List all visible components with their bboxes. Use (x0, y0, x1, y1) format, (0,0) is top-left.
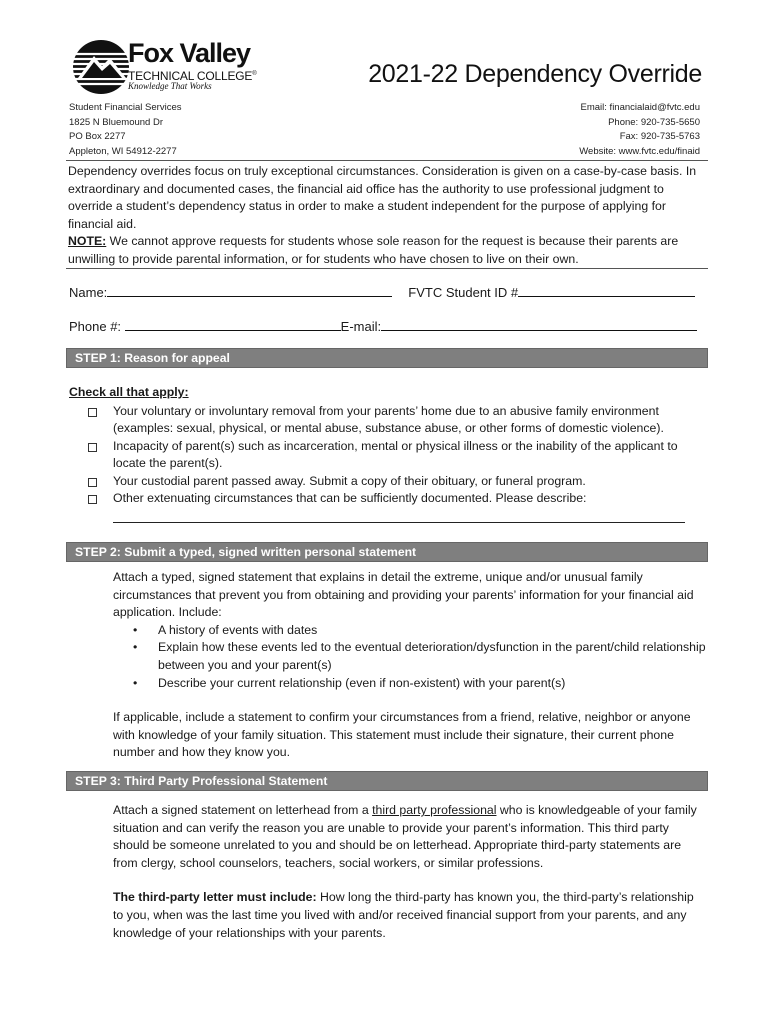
step2-body (113, 569, 707, 762)
reason-option-text: Incapacity of parent(s) such as incarceration, mental or physical illness or the inability of the applicant to locate the parent(s). (113, 438, 678, 471)
reason-option-text: Your custodial parent passed away. Submit a copy of their obituary, or funeral program. (113, 473, 586, 488)
describe-field[interactable] (113, 522, 685, 523)
header-divider (66, 160, 708, 161)
step2-intro: Attach a typed, signed statement that explains in detail the extreme, unique and/or unusual family circumstances that prevent you from obtaining and providing your parents’ information for your financial aid application. Include: (113, 570, 694, 620)
intro-note (68, 233, 706, 268)
step3-body (113, 802, 707, 942)
student-id-field[interactable] (518, 283, 695, 297)
note-text: We cannot approve requests for students whose sole reason for the request is because their parents are unwilling to provide parental information, or for students who have chosen to live on their own. (68, 234, 679, 266)
step2-bullet: • Explain how these events led to the eventual deterioration/dysfunction in the parent/child relationship between you and your parent(s) (113, 639, 707, 674)
intro-section (68, 163, 706, 269)
phone-label: Phone #: (69, 319, 125, 334)
address-city: Appleton, WI 54912-2277 (69, 145, 177, 157)
reason-option-text: Other extenuating circumstances that can be sufficiently documented. Please describe: (113, 491, 587, 506)
logo-subtitle-text: TECHNICAL COLLEGE (128, 69, 253, 83)
step1-header: STEP 1: Reason for appeal (66, 348, 708, 368)
step3-paragraph2 (113, 889, 707, 942)
reason-checkbox[interactable] (88, 495, 97, 504)
step2-bullets (113, 622, 707, 692)
contact-email: Email: financialaid@fvtc.edu (580, 102, 700, 113)
name-field[interactable] (107, 283, 392, 297)
contact-website: Website: www.fvtc.edu/finaid (579, 145, 700, 157)
email-field[interactable] (381, 317, 697, 331)
step3-paragraph1 (113, 802, 707, 872)
reason-checklist (88, 403, 708, 507)
reason-option-other (88, 490, 708, 507)
contact-phone: Phone: 920-735-5650 (608, 116, 700, 128)
step3-p1-after: who is knowledgeable of your family situation and can verify the reason you are unable to provide your parent’s information. This third party should be someone unrelated to you and should be on letterhead. Appropriate third-party statements are from clergy, school counselors, teachers, social workers, or similar professions. (113, 803, 697, 870)
phone-email-row (69, 317, 697, 334)
name-label: Name: (69, 285, 108, 300)
logo-tagline: Knowledge That Works (128, 81, 212, 91)
reason-checkbox[interactable] (88, 443, 97, 452)
fox-valley-emblem-icon (72, 38, 130, 96)
college-logo (72, 38, 272, 96)
address-pobox: PO Box 2277 (69, 131, 126, 143)
document-title: 2021-22 Dependency Override (368, 60, 702, 88)
third-party-professional-term: third party professional (372, 803, 497, 817)
step3-header: STEP 3: Third Party Professional Statement (66, 771, 708, 791)
step2-followup: If applicable, include a statement to confirm your circumstances from a friend, relative, neighbor or anyone with knowledge of your family situation. This statement must include their signature, their current phone number and how they know you. (113, 710, 691, 760)
note-label: NOTE: (68, 234, 107, 249)
reason-option-incapacity (88, 438, 708, 473)
step3-p2-text: How long the third-party has known you, the third-party’s relationship to you, when was the last time you lived with and/or received financial support from your parents, and any knowledge of your relationships with your parents. (113, 890, 694, 940)
intro-paragraph: Dependency overrides focus on truly exceptional circumstances. Consideration is given on a case-by-case basis. In extraordinary and documented cases, the financial aid office has the authority to use professional judgment to override a student’s dependency status in order to make a student independent for the purpose of applying for financial aid. (68, 164, 697, 231)
office-contact (579, 101, 700, 159)
reason-option-deceased (88, 473, 708, 490)
reason-option-text: Your voluntary or involuntary removal from your parents’ home due to an abusive family environment (examples: sexual, physical, or mental abuse, substance abuse, or other forms of domestic violence). (113, 404, 664, 436)
address-street: 1825 N Bluemound Dr (69, 116, 163, 128)
reason-option-abuse (88, 403, 708, 438)
email-label: E-mail: (340, 319, 382, 334)
reason-checkbox[interactable] (88, 478, 97, 487)
intro-divider (66, 268, 708, 269)
phone-field[interactable] (125, 317, 341, 331)
reason-checkbox[interactable] (88, 408, 97, 417)
step2-header: STEP 2: Submit a typed, signed written personal statement (66, 542, 708, 562)
logo-name: Fox Valley (128, 38, 251, 68)
step3-p2-label: The third-party letter must include: (113, 890, 317, 905)
step2-bullet: • A history of events with dates (113, 622, 707, 640)
contact-fax: Fax: 920-735-5763 (619, 131, 700, 143)
address-dept: Student Financial Services (69, 102, 182, 113)
student-id-label: FVTC Student ID # (408, 285, 519, 300)
check-all-heading: Check all that apply: (69, 385, 189, 399)
step3-p1-before: Attach a signed statement on letterhead from a (113, 803, 373, 817)
office-address (69, 101, 181, 159)
registered-mark: ® (252, 71, 257, 77)
name-id-row (69, 283, 695, 300)
step2-bullet: • Describe your current relationship (even if non-existent) with your parent(s) (113, 675, 707, 693)
